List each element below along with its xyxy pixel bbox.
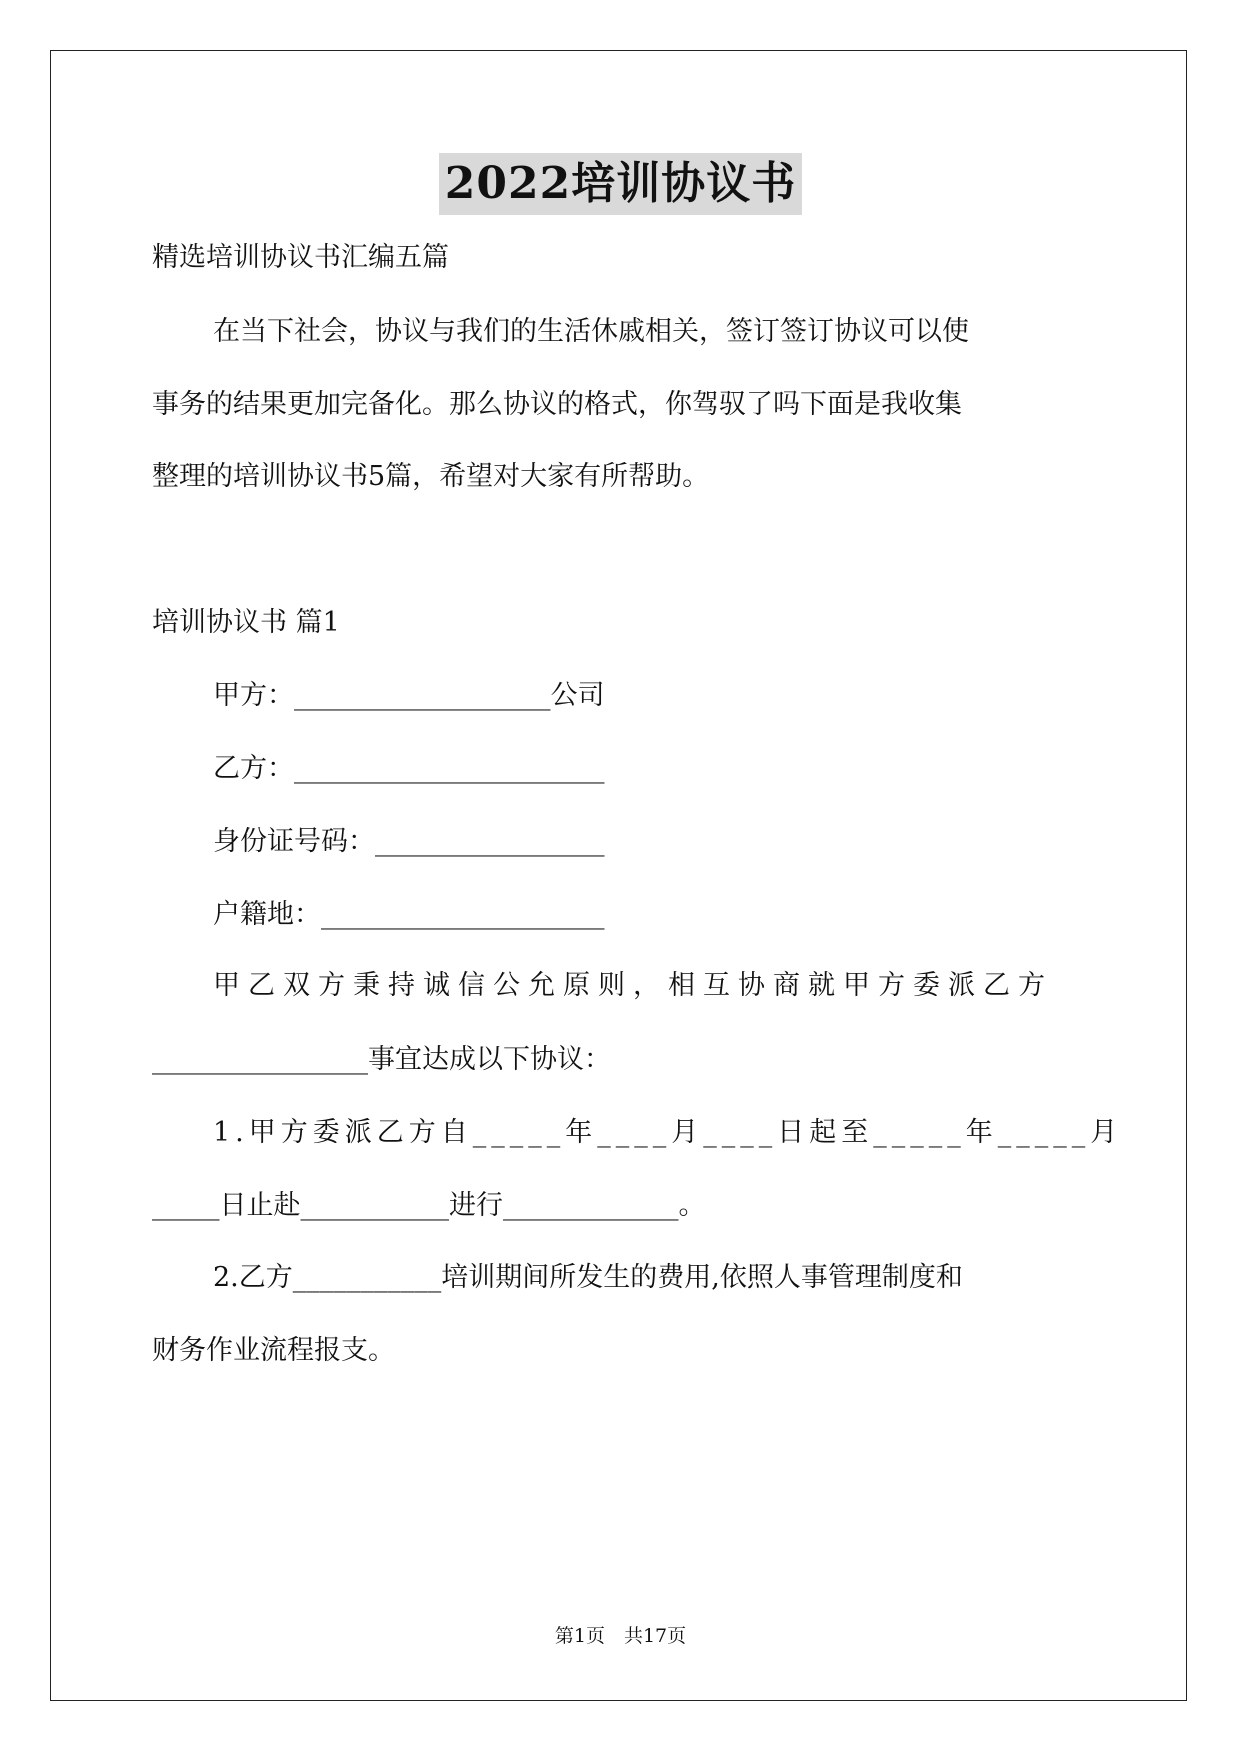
document-subtitle: 精选培训协议书汇编五篇	[152, 242, 449, 273]
document-title: 2022培训协议书	[439, 153, 802, 215]
body-line-3: 1.甲方委派乙方自_____年____月____日起至_____年_____月	[213, 1117, 1123, 1148]
body-line-5: 2.乙方___________培训期间所发生的费用,依照人事管理制度和	[213, 1262, 963, 1293]
intro-line-3: 整理的培训协议书5篇，希望对大家有所帮助。	[152, 461, 710, 492]
intro-line-2: 事务的结果更加完备化。那么协议的格式，你驾驭了吗下面是我收集	[152, 389, 962, 420]
title-container	[0, 153, 1241, 215]
party-a-field: 甲方：___________________公司	[213, 680, 605, 711]
page-footer: 第1页 共17页	[554, 1625, 687, 1647]
intro-line-1: 在当下社会，协议与我们的生活休戚相关，签订签订协议可以使	[213, 316, 969, 347]
body-line-1: 甲乙双方秉持诚信公允原则，相互协商就甲方委派乙方	[213, 970, 1053, 1001]
section-heading: 培训协议书 篇1	[152, 607, 340, 638]
page-border	[50, 50, 1187, 1701]
party-b-field: 乙方：_______________________	[213, 753, 605, 784]
hukou-field: 户籍地：_____________________	[213, 899, 605, 930]
body-line-6: 财务作业流程报支。	[152, 1335, 395, 1366]
id-number-field: 身份证号码：_________________	[213, 826, 605, 857]
body-line-2: ________________事宜达成以下协议：	[152, 1044, 611, 1075]
body-line-4: _____日止赴___________进行_____________。	[152, 1190, 706, 1221]
